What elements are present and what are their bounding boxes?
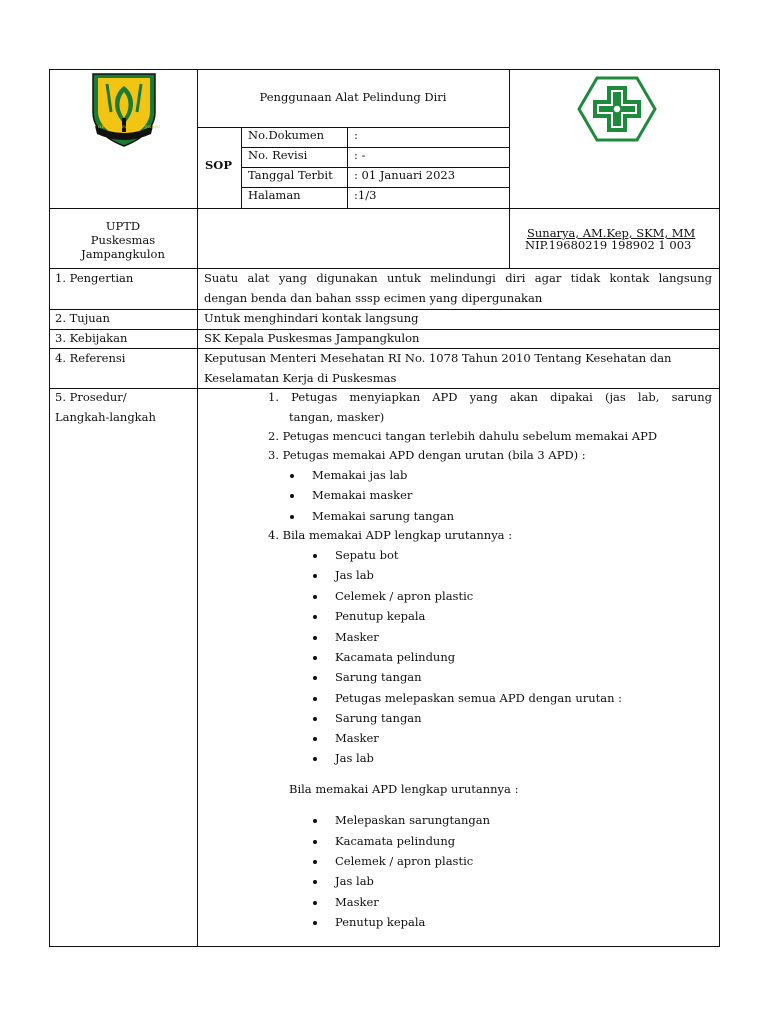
bullet-icon	[313, 636, 317, 640]
bullet-icon	[313, 574, 317, 578]
section-label: Langkah-langkah	[55, 410, 156, 424]
unit-name-line: Puskesmas	[90, 233, 156, 247]
list-item: Sarung tangan	[335, 670, 422, 684]
border-right	[719, 69, 720, 947]
bullet-icon	[313, 757, 317, 761]
list-item: Sepatu bot	[335, 548, 399, 562]
row-line-2	[49, 329, 720, 330]
meta-value: : 01 Januari 2023	[354, 168, 456, 182]
list-item: Melepaskan sarungtangan	[335, 813, 491, 827]
section-text: Keputusan Menteri Mesehatan RI No. 1078 Tahun 2010 Tentang Kesehatan dan	[204, 351, 672, 365]
meta-label: Halaman	[248, 188, 301, 202]
row-line-3	[49, 348, 720, 349]
bullet-icon	[313, 880, 317, 884]
bullet-icon	[313, 840, 317, 844]
section-label: 4. Referensi	[55, 351, 126, 365]
list-item: Masker	[335, 731, 379, 745]
bullet-icon	[290, 474, 294, 478]
row-line-4	[49, 388, 720, 389]
meta-label: No. Revisi	[248, 148, 308, 162]
meta-label: Tanggal Terbit	[248, 168, 333, 182]
title-bottom-line	[197, 127, 509, 128]
list-item: Kacamata pelindung	[335, 834, 456, 848]
meta-value: :	[354, 128, 358, 142]
regency-emblem-icon	[89, 72, 159, 152]
bullet-icon	[313, 615, 317, 619]
meta-value: : -	[354, 148, 366, 162]
section-text: Untuk menghindari kontak langsung	[204, 311, 419, 325]
row-line-1	[49, 309, 720, 310]
document-title: Penggunaan Alat Pelindung Diri	[259, 90, 447, 104]
list-item: Celemek / apron plastic	[335, 589, 474, 603]
procedure-step: 4. Bila memakai ADP lengkap urutannya :	[268, 528, 513, 542]
meta-divider-1	[241, 127, 242, 209]
bullet-icon	[313, 819, 317, 823]
section-text: SK Kepala Puskesmas Jampangkulon	[204, 331, 420, 345]
list-item: Masker	[335, 895, 379, 909]
list-item: Celemek / apron plastic	[335, 854, 474, 868]
list-item: Masker	[335, 630, 379, 644]
meta-divider-2	[347, 127, 348, 209]
bullet-icon	[313, 595, 317, 599]
bullet-icon	[290, 494, 294, 498]
unit-name-line: UPTD	[105, 219, 141, 233]
bullet-icon	[313, 860, 317, 864]
list-item: Jas lab	[335, 751, 374, 765]
border-top	[49, 69, 720, 70]
list-item: Jas lab	[335, 874, 374, 888]
list-item: Jas lab	[335, 568, 374, 582]
section-text: Keselamatan Kerja di Puskesmas	[204, 371, 397, 385]
meta-label: No.Dokumen	[248, 128, 325, 142]
section-label: 1. Pengertian	[55, 271, 134, 285]
col-divider-1	[197, 69, 198, 947]
bullet-icon	[313, 901, 317, 905]
puskesmas-logo-icon	[577, 76, 657, 142]
list-item: Memakai masker	[312, 488, 413, 502]
list-item: Kacamata pelindung	[335, 650, 456, 664]
emblem-motto: GEMAH RIPAH LOH JINAWI	[98, 124, 161, 129]
list-item: Penutup kepala	[335, 915, 426, 929]
list-item: Penutup kepala	[335, 609, 426, 623]
list-item: Sarung tangan	[335, 711, 422, 725]
list-item: Memakai jas lab	[312, 468, 408, 482]
removal-intro: Bila memakai APD lengkap urutannya :	[289, 782, 519, 796]
meta-value: :1/3	[354, 188, 377, 202]
section-text: dengan benda dan bahan sssp ecimen yang dipergunakan	[204, 291, 543, 305]
unit-name-line: Jampangkulon	[81, 247, 165, 261]
bullet-icon	[313, 737, 317, 741]
bullet-icon	[313, 921, 317, 925]
procedure-step: 3. Petugas memakai APD dengan urutan (bila 3 APD) :	[268, 448, 586, 462]
section-label: 5. Prosedur/	[55, 390, 127, 404]
col-divider-2	[509, 69, 510, 269]
section-label: 2. Tujuan	[55, 311, 110, 325]
signatory-name: Sunarya, AM.Kep, SKM, MM	[527, 226, 696, 240]
unit-bottom-line	[49, 268, 720, 269]
bullet-icon	[313, 656, 317, 660]
list-item: Memakai sarung tangan	[312, 509, 455, 523]
bullet-icon	[313, 717, 317, 721]
procedure-step: tangan, masker)	[289, 410, 385, 424]
list-item: Petugas melepaskan semua APD dengan urutan :	[335, 691, 623, 705]
bullet-icon	[313, 554, 317, 558]
procedure-step: 1. Petugas menyiapkan APD yang akan dipakai (jas lab, sarung	[268, 390, 712, 404]
procedure-step: 2. Petugas mencuci tangan terlebih dahulu sebelum memakai APD	[268, 429, 658, 443]
header-bottom-line	[49, 208, 720, 209]
border-left	[49, 69, 50, 947]
bullet-icon	[313, 697, 317, 701]
bullet-icon	[290, 515, 294, 519]
section-text: Suatu alat yang digunakan untuk melindungi diri agar tidak kontak langsung	[204, 271, 712, 285]
border-bottom	[49, 946, 720, 947]
section-label: 3. Kebijakan	[55, 331, 128, 345]
bullet-icon	[313, 676, 317, 680]
signatory-nip: NIP.19680219 198902 1 003	[525, 238, 692, 252]
sop-label: SOP	[205, 158, 232, 172]
